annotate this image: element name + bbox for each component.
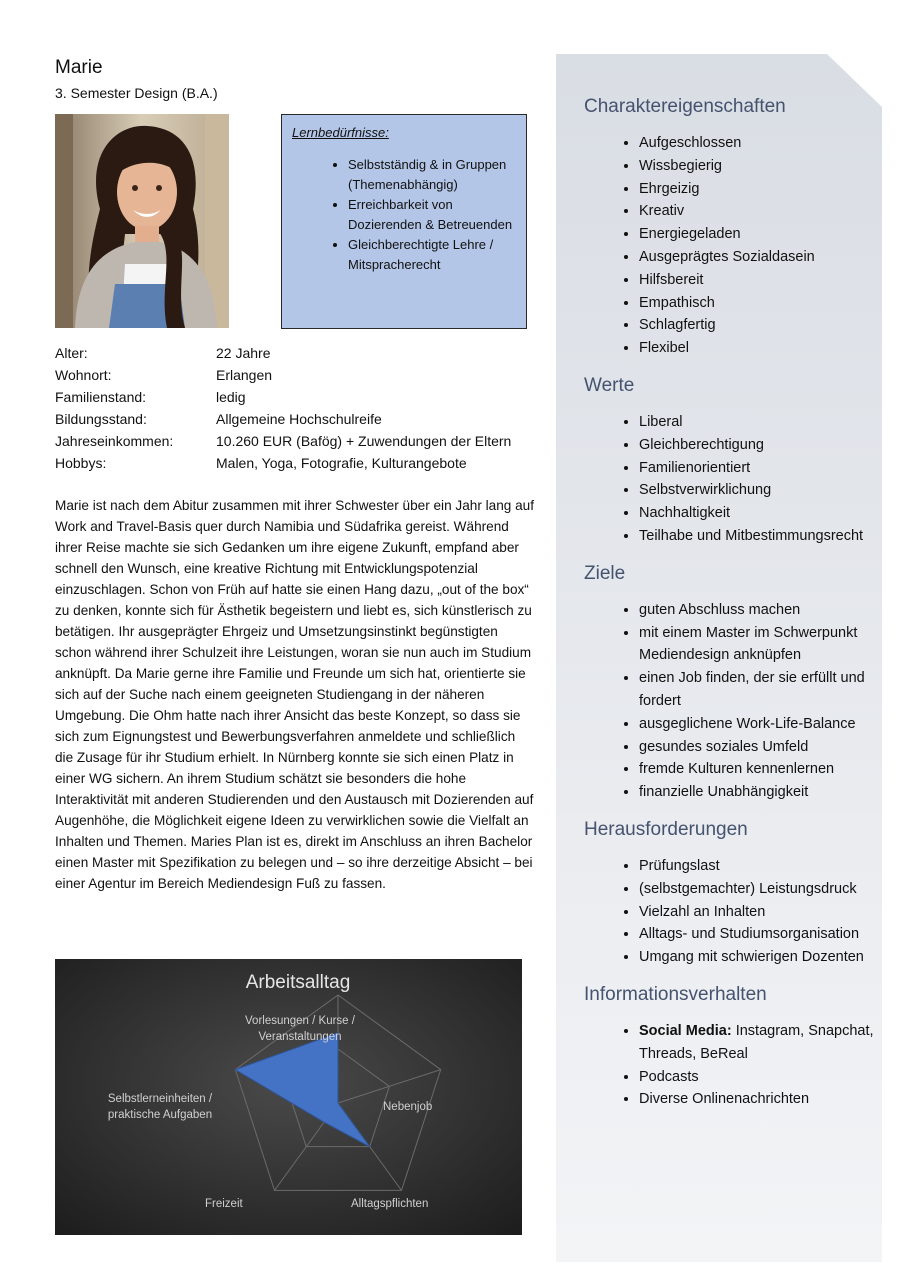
list-item-text: Instagram, Snapchat, Threads, BeReal — [639, 1022, 874, 1062]
list-item: • Alltags- und Studiumsorganisation — [639, 923, 880, 946]
list-item: • Gleichberechtigte Lehre / Mitspracherecht — [348, 235, 516, 275]
fact-label: Hobbys: — [55, 455, 107, 471]
sidebar-content — [584, 94, 880, 1124]
fact-value: ledig — [216, 389, 246, 405]
section-list — [584, 1020, 880, 1111]
persona-facts — [55, 342, 511, 474]
fact-label: Familienstand: — [55, 389, 147, 405]
list-item: • einen Job finden, der sie erfüllt und fordert — [639, 667, 880, 713]
section-list — [584, 599, 880, 804]
list-item: • Empathisch — [639, 292, 880, 315]
chart-title: Arbeitsalltag — [245, 972, 351, 993]
list-item: • Ausgeprägtes Sozialdasein — [639, 246, 880, 269]
list-item: • Familienorientiert — [639, 457, 880, 480]
list-item — [639, 1020, 880, 1066]
list-item: • ausgeglichene Work-Life-Balance — [639, 713, 880, 736]
section-heading: Charaktereigenschaften — [584, 96, 786, 117]
list-item: • fremde Kulturen kennenlernen — [639, 758, 880, 781]
list-item: • Prüfungslast — [639, 855, 880, 878]
list-item-text: Diverse Onlinenachrichten — [639, 1091, 810, 1108]
fact-row — [55, 430, 511, 452]
persona-photo — [55, 114, 229, 328]
section-heading: Ziele — [584, 562, 626, 584]
list-item: • Flexibel — [639, 337, 880, 360]
learning-needs-title: Lernbedürfnisse: — [292, 125, 389, 140]
fact-value: Erlangen — [216, 367, 273, 383]
fact-value: Allgemeine Hochschulreife — [216, 411, 382, 427]
list-item: • Kreativ — [639, 200, 880, 223]
list-item — [639, 1066, 880, 1089]
list-item: • Selbstständig & in Gruppen (Themenabhängig) — [348, 155, 516, 195]
list-item: • Ehrgeizig — [639, 178, 880, 201]
section-list — [584, 855, 880, 969]
fact-label: Alter: — [55, 345, 88, 361]
fact-row — [55, 342, 511, 364]
radar-category-label: Nebenjob — [383, 1101, 433, 1113]
list-item: • Hilfsbereit — [639, 269, 880, 292]
list-item: • Selbstverwirklichung — [639, 479, 880, 502]
fact-label: Wohnort: — [55, 367, 112, 383]
learning-needs-box — [281, 114, 527, 329]
radar-category-label: Freizeit — [205, 1198, 243, 1210]
persona-biography: Marie ist nach dem Abitur zusammen mit ihrer Schwester über ein Jahr lang auf Work and Travel-Basis quer durch Namibia und Südafrika gereist. Während ihrer Reise machte sie sich Gedanken um ihre eigene Zukunft, empfand aber schnell den Wunsch, eine kreative Richtung mit Entwicklungspotenzial einzuschlagen. Schon von Früh auf hatte sie einen Hang dazu, „out of the box“ zu denken, konnte sich für Ästhetik begeistern und liebt es, sich künstlerisch zu betätigen. Ihr ausgeprägter Ehrgeiz und Umsetzungsinstinkt begünstigten schon während ihrer Schulzeit ihre Leistungen, woran sie nun auch im Studium anknüpft. Da Marie gerne ihre Familie und Freunde um sich hat, orientierte sie sich auf der Suche nach einem geeigneten Studiengang in der näheren Umgebung. Die Ohm hatte nach ihrer Ansicht das beste Konzept, so dass sie sich zum Eignungstest und Bewerbungsverfahren anmeldete und schließlich die Zusage für ihr Studium erhielt. In Nürnberg konnte sie sich einen Platz in einer WG sichern. An ihrem Studium schätzt sie besonders die hohe Interaktivität mit anderen Studierenden und den Austausch mit Dozierenden auf Augenhöhe, die Möglichkeit eigene Ideen zu verwirklichen sowie die Vielfalt an Inhalten und Themen. Maries Plan ist es, direkt im Anschluss an ihren Bachelor einen Master mit Spezifikation zu belegen und – so ihre derzeitige Absicht – bei einer Agentur im Bereich Mediendesign Fuß zu fassen. — [55, 498, 535, 891]
list-item: • gesundes soziales Umfeld — [639, 736, 880, 759]
fact-label: Jahreseinkommen: — [55, 433, 174, 449]
list-item: • Aufgeschlossen — [639, 132, 880, 155]
list-item: • Vielzahl an Inhalten — [639, 901, 880, 924]
section-list — [584, 411, 880, 548]
list-item: • Nachhaltigkeit — [639, 502, 880, 525]
list-item: • Teilhabe und Mitbestimmungsrecht — [639, 525, 880, 548]
fact-row — [55, 386, 511, 408]
fact-label: Bildungsstand: — [55, 411, 147, 427]
radar-chart — [55, 959, 522, 1235]
section-list — [584, 132, 880, 360]
list-item: • finanzielle Unabhängigkeit — [639, 781, 880, 804]
persona-name: Marie — [55, 57, 103, 78]
list-item: • Gleichberechtigung — [639, 434, 880, 457]
fact-row — [55, 408, 511, 430]
list-item: • mit einem Master im Schwerpunkt Mediendesign anknüpfen — [639, 622, 880, 668]
list-item: • Umgang mit schwierigen Dozenten — [639, 946, 880, 969]
radar-category-label: Selbstlerneinheiten / praktische Aufgaben — [107, 1093, 213, 1121]
section-heading: Herausforderungen — [584, 818, 748, 840]
list-item — [639, 1088, 880, 1111]
list-item-text: Podcasts — [639, 1068, 699, 1085]
fact-value: Malen, Yoga, Fotografie, Kulturangebote — [216, 455, 467, 471]
list-item: • (selbstgemachter) Leistungsdruck — [639, 878, 880, 901]
radar-category-label: Vorlesungen / Kurse / Veranstaltungen — [245, 1015, 355, 1043]
section-heading: Werte — [584, 374, 635, 396]
fact-value: 10.260 EUR (Bafög) + Zuwendungen der Eltern — [216, 433, 512, 449]
list-item-label: Social Media: — [639, 1022, 732, 1039]
persona-semester: 3. Semester Design (B.A.) — [55, 85, 218, 101]
list-item: • Erreichbarkeit von Dozierenden & Betreuenden — [348, 195, 516, 235]
fact-value: 22 Jahre — [216, 345, 271, 361]
list-item: • Energiegeladen — [639, 223, 880, 246]
learning-needs-list — [292, 155, 516, 275]
fact-row — [55, 452, 511, 474]
fact-row — [55, 364, 511, 386]
radar-category-label: Alltagspflichten — [351, 1198, 429, 1210]
section-heading: Informationsverhalten — [584, 983, 767, 1005]
list-item: • Wissbegierig — [639, 155, 880, 178]
list-item: • guten Abschluss machen — [639, 599, 880, 622]
list-item: • Liberal — [639, 411, 880, 434]
list-item: • Schlagfertig — [639, 314, 880, 337]
